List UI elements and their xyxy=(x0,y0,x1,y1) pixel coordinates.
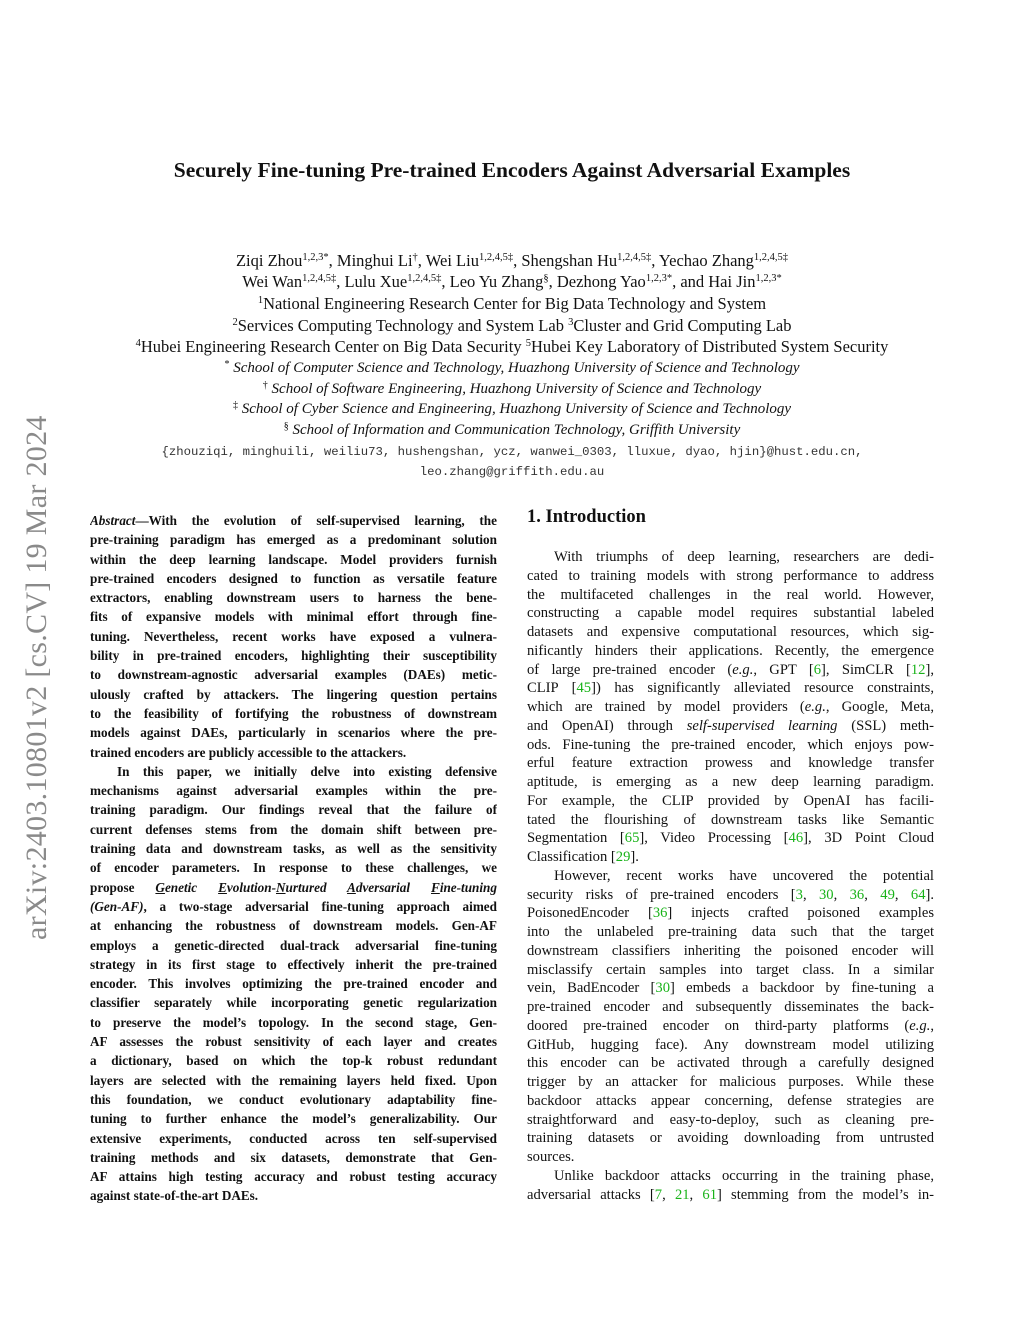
superscript-mark: 3 xyxy=(568,317,574,328)
text-run: bility in pre-trained encoders, highlighting their susceptibility xyxy=(90,648,497,664)
text-line xyxy=(90,993,497,1012)
text-run: within the deep learning landscape. Model providers furnish xyxy=(90,551,497,567)
text-line xyxy=(90,1071,497,1090)
name-text: National Engineering Research Center for Big Data Technology and System xyxy=(263,294,767,313)
text-line xyxy=(527,848,934,867)
text-line xyxy=(90,607,497,626)
name-text: , Leo Yu Zhang xyxy=(441,272,544,291)
text-line xyxy=(90,955,497,974)
text-line xyxy=(90,588,497,607)
email-line-2: leo.zhang@griffith.edu.au xyxy=(419,465,605,479)
text-line xyxy=(90,1148,497,1167)
text-run: misclassify certain samples into target class. In a similar xyxy=(527,961,934,978)
citation-link[interactable]: 29 xyxy=(615,849,631,865)
text-line xyxy=(90,1013,497,1032)
citation-link[interactable]: 46 xyxy=(788,830,804,847)
underlined-initial: F xyxy=(431,879,440,895)
text-run: this encoder can be activated through a carefully designed xyxy=(527,1055,934,1072)
text-run: downstream classifiers inheriting the poisoned encoder will xyxy=(527,942,934,959)
text-run: With triumphs of deep learning, researchers are dedi- xyxy=(554,549,934,565)
text-line xyxy=(527,1054,934,1073)
citation-link[interactable]: 45 xyxy=(576,680,592,697)
text-run: a dictionary, based on which the top-k robust redundant xyxy=(90,1053,497,1069)
text-line xyxy=(90,974,497,993)
text-line xyxy=(527,1073,934,1092)
bold-italic-text: enetic xyxy=(164,879,219,895)
text-run: ods. Fine-tuning the pre-trained encoder, which enjoys pow- xyxy=(527,736,934,753)
school-1 xyxy=(0,360,1024,377)
name-text: , Lulu Xue xyxy=(336,272,408,291)
superscript-mark: 1,2,3* xyxy=(645,273,673,284)
text-line xyxy=(90,569,497,588)
text-line xyxy=(527,886,934,905)
text-line xyxy=(527,979,934,998)
text-run: tuning. Nevertheless, recent works have exposed a vulnera- xyxy=(90,628,497,644)
text-line xyxy=(90,723,497,742)
text-line xyxy=(90,1167,497,1186)
text-line xyxy=(527,1186,934,1205)
text-line xyxy=(527,1167,934,1186)
text-run: vein, BadEncoder [ xyxy=(527,980,656,997)
school-mark: § xyxy=(283,421,289,432)
name-text: , Shengshan Hu xyxy=(513,251,618,270)
text-run: ]) has significantly alleviated resource constraints, xyxy=(591,680,934,697)
text-run: which are trained by model providers ( xyxy=(527,699,805,715)
text-line xyxy=(90,665,497,684)
underlined-initial: N xyxy=(276,879,286,895)
underlined-initial: A xyxy=(347,879,356,895)
superscript-mark: 1,2,4,5‡ xyxy=(302,273,337,284)
name-text: , Minghui Li xyxy=(328,251,413,270)
text-run: Segmentation [ xyxy=(527,830,625,847)
school-mark: * xyxy=(224,359,230,370)
text-run: ]. xyxy=(630,849,639,865)
paper-title: Securely Fine-tuning Pre-trained Encoders Against Adversarial Examples xyxy=(173,158,851,182)
text-run: ulously crafted by attackers. The lingering question pertains xyxy=(90,686,497,702)
superscript-mark: 1 xyxy=(257,295,264,306)
text-line xyxy=(527,717,934,736)
text-run: into the unlabeled pre-training data such that the target xyxy=(527,924,934,940)
text-line xyxy=(527,792,934,811)
text-run: Unlike backdoor attacks occurring in the training phase, xyxy=(554,1167,934,1184)
text-run: to preserve the model’s topology. In the second stage, Gen- xyxy=(90,1014,497,1030)
superscript-mark: 1,2,4,5‡ xyxy=(478,252,514,263)
text-line xyxy=(90,550,497,569)
text-line xyxy=(527,773,934,792)
text-line xyxy=(527,1092,934,1111)
superscript-mark: 1,2,3* xyxy=(755,273,782,284)
text-line xyxy=(527,679,934,698)
text-run: tuning to further enhance the model’s generalizability. Our xyxy=(90,1111,497,1127)
text-run: , xyxy=(689,1186,703,1203)
school-name: School of Software Engineering, Huazhong University of Science and Technology xyxy=(271,381,762,397)
text-line xyxy=(90,530,497,549)
text-run: (SSL) meth- xyxy=(837,717,934,734)
section-heading-introduction: 1. Introduction xyxy=(527,507,646,527)
text-run: aptitude, is emerging as a new deep learning paradigm. xyxy=(527,774,934,790)
text-run: AF assesses the robust sensitivity of each layer and creates xyxy=(90,1034,497,1050)
text-run: models against DAEs, particularly in scenarios where the pre- xyxy=(90,725,497,741)
text-run: employs a genetic-directed dual-track adversarial fine-tuning xyxy=(90,937,497,953)
bold-italic-text: volution- xyxy=(226,879,276,895)
citation-link[interactable]: 30 xyxy=(818,886,834,903)
name-text: , Wei Liu xyxy=(417,251,479,270)
text-run: pre-training paradigm has emerged as a predominant solution xyxy=(90,532,497,548)
text-line xyxy=(527,661,934,680)
text-run: of encoder parameters. In response to these challenges, we xyxy=(90,860,497,876)
italic-text: e.g. xyxy=(909,1017,931,1034)
text-run: training data and downstream tasks, as well as the sensitivity xyxy=(90,841,497,857)
text-line xyxy=(90,1129,497,1148)
text-line xyxy=(90,1186,497,1205)
text-run: AF attains high testing accuracy and robust testing accuracy xyxy=(90,1169,497,1185)
school-2 xyxy=(0,381,1024,398)
superscript-mark: 1,2,4,5‡ xyxy=(407,273,442,284)
text-run: ], Video Processing [ xyxy=(639,830,789,847)
text-run: For example, the CLIP provided by OpenAI has facili- xyxy=(527,792,934,809)
text-run: training datasets or avoiding downloading from untrusted xyxy=(527,1130,934,1147)
text-run: , xyxy=(833,886,850,903)
text-line xyxy=(527,754,934,773)
school-name: School of Information and Communication Technology, Griffith University xyxy=(292,422,741,438)
arxiv-stamp: arXiv:2403.10801v2 [cs.CV] 19 Mar 2024 xyxy=(20,415,53,940)
text-line xyxy=(527,904,934,923)
name-text: Cluster and Grid Computing Lab xyxy=(573,316,792,335)
text-run: cated to training models with strong performance to address xyxy=(527,567,934,584)
authors-line-2 xyxy=(0,272,1024,292)
affiliation-2 xyxy=(0,316,1024,336)
underlined-initial: E xyxy=(218,879,227,895)
bold-italic-text: ine-tuning xyxy=(439,879,497,895)
text-run: and OpenAI) through xyxy=(527,717,687,734)
citation-link[interactable]: 30 xyxy=(655,980,670,997)
text-line xyxy=(527,586,934,605)
superscript-mark: 2 xyxy=(232,317,238,328)
school-mark: † xyxy=(262,380,268,391)
bold-italic-text: (Gen-AF) xyxy=(90,898,144,914)
superscript-mark: 1,2,3* xyxy=(302,252,329,263)
text-line xyxy=(527,623,934,642)
text-run: sources. xyxy=(527,1149,575,1165)
introduction-body xyxy=(527,548,934,1204)
text-run: the multifaceted challenges in the real world. However, xyxy=(527,586,934,603)
text-run: extensive experiments, conducted across ten self-supervised xyxy=(90,1130,497,1146)
citation-link[interactable]: 61 xyxy=(702,1186,717,1203)
school-name: School of Computer Science and Technology, Huazhong University of Science and Technology xyxy=(233,360,800,376)
text-run: CLIP [ xyxy=(527,680,577,697)
text-run: to the feasibility of fortifying the robustness of downstream xyxy=(90,705,497,721)
citation-link[interactable]: 12 xyxy=(910,661,926,678)
text-run: layers are selected with the remaining layers held fixed. Upon xyxy=(90,1072,497,1088)
text-run: against state-of-the-art DAEs. xyxy=(90,1188,259,1204)
text-line xyxy=(90,936,497,955)
text-line xyxy=(527,942,934,961)
text-run: datasets and expensive computational resources, which sig- xyxy=(527,624,934,640)
name-text: Hubei Key Laboratory of Distributed System Security xyxy=(530,337,889,356)
text-line xyxy=(90,627,497,646)
text-run: nificantly hinders their applications. Recently, the emergence xyxy=(527,642,934,659)
text-run: to downstream-agnostic adversarial examples (DAEs) metic- xyxy=(90,667,497,683)
text-run: , GPT [ xyxy=(753,661,814,678)
italic-text: e.g. xyxy=(804,699,826,715)
name-text: , Yechao Zhang xyxy=(651,251,754,270)
text-line xyxy=(527,1017,934,1036)
citation-link[interactable]: 65 xyxy=(624,830,640,847)
underlined-initial: G xyxy=(155,879,165,895)
superscript-mark: 5 xyxy=(525,338,531,349)
text-run: —With the evolution of self-supervised learning, the xyxy=(135,513,497,528)
text-run: ] stemming from the model’s in- xyxy=(717,1186,934,1203)
email-line-1: {zhouziqi, minghuili, weiliu73, hushengshan, ycz, wanwei_0303, lluxue, dyao, hjin}@hust.edu.cn, xyxy=(161,445,863,459)
text-line xyxy=(527,1111,934,1130)
text-line xyxy=(90,800,497,819)
text-line xyxy=(90,511,497,530)
text-run: current defenses stems from the domain shift between pre- xyxy=(90,821,497,837)
text-line xyxy=(527,811,934,830)
italic-text: e.g. xyxy=(732,661,754,678)
text-run: training paradigm. Our findings reveal that the failure of xyxy=(90,802,497,818)
citation-link[interactable]: 21 xyxy=(674,1186,690,1203)
citation-link[interactable]: 3 xyxy=(795,886,803,903)
citation-link[interactable]: 36 xyxy=(652,905,668,922)
text-run: encoder. This involves optimizing the pre-trained encoder and xyxy=(90,976,497,992)
name-text: , and Hai Jin xyxy=(672,272,756,291)
text-line xyxy=(527,567,934,586)
text-run: ] embeds a backdoor by fine-tuning a xyxy=(669,980,934,997)
text-run: PoisonedEncoder [ xyxy=(527,905,653,922)
text-run: security risks of pre-trained encoders [ xyxy=(527,886,796,903)
text-line xyxy=(527,736,934,755)
text-line xyxy=(90,781,497,800)
text-run: backdoor attacks appear concerning, defense strategies are xyxy=(527,1092,934,1109)
school-mark: ‡ xyxy=(232,400,238,411)
superscript-mark: § xyxy=(543,273,549,284)
school-3 xyxy=(0,401,1024,418)
text-run: ], xyxy=(925,661,934,678)
name-text: , Dezhong Yao xyxy=(548,272,646,291)
text-line xyxy=(90,1051,497,1070)
italic-text: Abstract xyxy=(90,513,136,528)
citation-link[interactable]: 64 xyxy=(910,886,926,903)
text-line xyxy=(527,867,934,886)
text-run: constructing a capable model requires substantial labeled xyxy=(527,605,934,622)
text-run: GitHub, hugging face). Any downstream model utilizing xyxy=(527,1036,934,1053)
citation-link[interactable]: 7 xyxy=(654,1186,663,1203)
text-run: propose xyxy=(90,879,156,895)
text-line xyxy=(527,1148,934,1167)
affiliation-3 xyxy=(0,337,1024,357)
text-run: However, recent works have uncovered the potential xyxy=(554,867,934,884)
text-run: , xyxy=(864,886,881,903)
text-line xyxy=(527,548,934,567)
text-run: ]. xyxy=(925,886,934,903)
text-run: tated the flourishing of downstream tasks like Semantic xyxy=(527,811,934,828)
text-run: training methods and six datasets, demonstrate that Gen- xyxy=(90,1149,497,1165)
citation-link[interactable]: 36 xyxy=(849,886,865,903)
bold-italic-text: dversarial xyxy=(355,879,432,895)
superscript-mark: 1,2,4,5‡ xyxy=(617,252,652,263)
text-run: pre-trained encoders designed to function as versatile feature xyxy=(90,570,497,586)
text-line xyxy=(90,916,497,935)
text-run: classifier separately while incorporating genetic regularization xyxy=(90,995,497,1011)
text-run: , xyxy=(930,1017,934,1034)
text-line xyxy=(90,762,497,781)
text-run: ], 3D Point Cloud xyxy=(803,830,934,847)
text-run: of large pre-trained encoder ( xyxy=(527,661,733,678)
school-name: School of Cyber Science and Engineering, Huazhong University of Science and Technology xyxy=(241,401,792,417)
affiliation-1 xyxy=(0,294,1024,314)
text-run: , a two-stage adversarial fine-tuning approach aimed xyxy=(143,898,497,914)
text-line xyxy=(527,961,934,980)
text-line xyxy=(90,858,497,877)
name-text: Hubei Engineering Research Center on Big Data Security xyxy=(140,337,526,356)
text-run: strategy in its first stage to effectively inherit the pre-trained xyxy=(90,956,497,972)
text-run: Classification [ xyxy=(527,849,616,865)
text-line xyxy=(90,646,497,665)
text-line xyxy=(527,923,934,942)
text-run: In this paper, we initially delve into existing defensive xyxy=(117,763,497,779)
text-line xyxy=(90,1090,497,1109)
text-line xyxy=(90,878,497,897)
text-run: extractors, enabling downstream users to harness the bene- xyxy=(90,590,497,606)
text-run: , xyxy=(662,1186,675,1203)
school-4 xyxy=(0,422,1024,439)
text-line xyxy=(527,698,934,717)
text-run: at enhancing the robustness of downstream models. Gen-AF xyxy=(90,918,497,934)
text-line xyxy=(527,829,934,848)
superscript-mark: 1,2,4,5‡ xyxy=(753,252,789,263)
text-run: doored pre-trained encoder on third-party platforms ( xyxy=(527,1017,910,1034)
text-line xyxy=(90,897,497,916)
text-run: fits of expansive models with minimal effort through fine- xyxy=(90,609,497,625)
text-line xyxy=(90,839,497,858)
text-run: mechanisms against adversarial examples within the pre- xyxy=(90,783,497,799)
superscript-mark: 4 xyxy=(135,338,141,349)
text-run: erful feature extraction prowess and knowledge transfer xyxy=(527,755,934,772)
text-run: , xyxy=(894,886,911,903)
text-line xyxy=(527,998,934,1017)
text-line xyxy=(90,1032,497,1051)
name-text: Ziqi Zhou xyxy=(235,251,303,270)
bold-italic-text: urtured xyxy=(285,879,348,895)
text-line xyxy=(90,1109,497,1128)
citation-link[interactable]: 49 xyxy=(880,886,895,903)
text-run: trained encoders are publicly accessible to the attackers. xyxy=(90,744,407,760)
text-line xyxy=(90,685,497,704)
text-run: , Google, Meta, xyxy=(825,699,934,715)
name-text: Services Computing Technology and System Lab xyxy=(237,316,569,335)
text-line xyxy=(527,1129,934,1148)
superscript-mark: † xyxy=(412,252,418,263)
italic-text: self-supervised learning xyxy=(686,717,838,734)
text-run: ] injects crafted poisoned examples xyxy=(667,905,934,922)
text-run: , xyxy=(802,886,819,903)
text-line xyxy=(90,820,497,839)
text-line xyxy=(527,642,934,661)
text-run: trigger by an attacker for malicious purposes. While these xyxy=(527,1074,934,1090)
text-line xyxy=(90,743,497,762)
abstract xyxy=(90,511,497,1206)
authors-line-1 xyxy=(0,251,1024,271)
text-line xyxy=(90,704,497,723)
text-line xyxy=(527,604,934,623)
text-run: this foundation, we conduct evolutionary adaptability fine- xyxy=(90,1091,497,1107)
text-run: ], SimCLR [ xyxy=(821,661,911,678)
text-run: adversarial attacks [ xyxy=(527,1186,655,1203)
text-run: straightforward and easy-to-deploy, such as cleaning pre- xyxy=(527,1111,934,1128)
name-text: Wei Wan xyxy=(242,272,303,291)
citation-link[interactable]: 6 xyxy=(813,661,822,678)
text-line xyxy=(527,1036,934,1055)
text-run: pre-trained encoder and subsequently disseminates the back- xyxy=(527,999,934,1015)
